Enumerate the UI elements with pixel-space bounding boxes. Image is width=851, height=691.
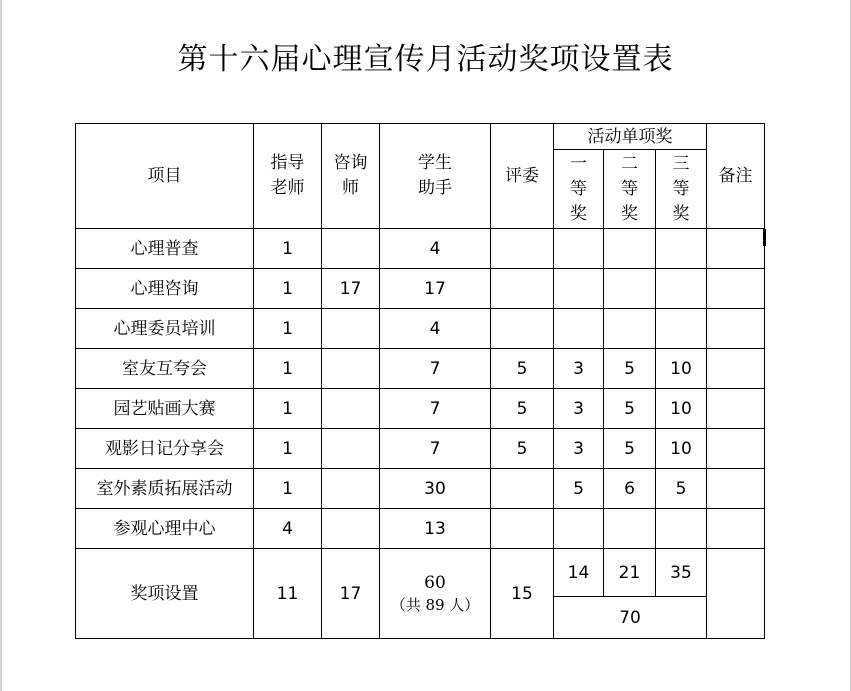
row-third bbox=[656, 269, 707, 309]
table-row bbox=[76, 429, 765, 469]
total-assistant-value: 60 bbox=[424, 572, 446, 593]
row-first bbox=[554, 309, 604, 349]
row-third: 10 bbox=[656, 349, 707, 389]
row-advisor: 1 bbox=[254, 229, 322, 269]
row-advisor: 1 bbox=[254, 349, 322, 389]
header-counselor-line2: 师 bbox=[342, 178, 359, 198]
row-first bbox=[554, 229, 604, 269]
row-advisor: 1 bbox=[254, 269, 322, 309]
row-second bbox=[604, 309, 656, 349]
row-first: 3 bbox=[554, 389, 604, 429]
row-advisor: 4 bbox=[254, 509, 322, 549]
row-first: 5 bbox=[554, 469, 604, 509]
header-first-line3: 奖 bbox=[570, 203, 587, 224]
row-note bbox=[707, 429, 765, 469]
header-second-prize bbox=[604, 150, 656, 229]
row-advisor: 1 bbox=[254, 429, 322, 469]
row-second bbox=[604, 229, 656, 269]
row-counselor bbox=[322, 389, 380, 429]
row-judge bbox=[491, 269, 554, 309]
header-first-line1: 一 bbox=[570, 153, 587, 174]
header-item: 项目 bbox=[76, 124, 254, 229]
row-third bbox=[656, 509, 707, 549]
header-assistant-line1: 学生 bbox=[418, 153, 452, 173]
row-counselor bbox=[322, 469, 380, 509]
header-judge: 评委 bbox=[491, 124, 554, 229]
row-item: 心理咨询 bbox=[76, 269, 254, 309]
total-award-sum: 70 bbox=[554, 597, 707, 639]
row-counselor: 17 bbox=[322, 269, 380, 309]
header-advisor-line1: 指导 bbox=[270, 153, 305, 173]
row-first bbox=[554, 509, 604, 549]
row-first: 3 bbox=[554, 429, 604, 469]
row-counselor bbox=[322, 349, 380, 389]
row-item: 室友互夸会 bbox=[76, 349, 254, 389]
row-note bbox=[707, 469, 765, 509]
row-item: 心理委员培训 bbox=[76, 309, 254, 349]
header-first-line2: 等 bbox=[570, 178, 587, 199]
row-counselor bbox=[322, 509, 380, 549]
row-judge bbox=[491, 509, 554, 549]
header-counselor-line1: 咨询 bbox=[333, 153, 368, 173]
row-first bbox=[554, 269, 604, 309]
row-assistant: 7 bbox=[380, 429, 491, 469]
header-third-line2: 等 bbox=[672, 178, 690, 199]
row-third bbox=[656, 229, 707, 269]
left-edge-divider bbox=[0, 0, 2, 691]
header-third-line1: 三 bbox=[672, 153, 690, 174]
total-judge: 15 bbox=[491, 549, 554, 639]
header-third-prize bbox=[656, 150, 707, 229]
total-item: 奖项设置 bbox=[76, 549, 254, 639]
header-award-group: 活动单项奖 bbox=[554, 124, 707, 150]
header-second-line2: 等 bbox=[621, 178, 638, 199]
row-note bbox=[707, 229, 765, 269]
row-item: 园艺贴画大赛 bbox=[76, 389, 254, 429]
total-first: 14 bbox=[554, 549, 604, 597]
header-second-line1: 二 bbox=[621, 153, 638, 174]
row-item: 参观心理中心 bbox=[76, 509, 254, 549]
header-first-prize bbox=[554, 150, 604, 229]
table-row bbox=[76, 509, 765, 549]
total-second: 21 bbox=[604, 549, 656, 597]
total-third: 35 bbox=[656, 549, 707, 597]
row-assistant: 30 bbox=[380, 469, 491, 509]
row-note bbox=[707, 389, 765, 429]
row-second bbox=[604, 269, 656, 309]
row-judge: 5 bbox=[491, 349, 554, 389]
header-advisor bbox=[254, 124, 322, 229]
row-judge bbox=[491, 469, 554, 509]
table-row bbox=[76, 389, 765, 429]
header-note: 备注 bbox=[707, 124, 765, 229]
row-assistant: 13 bbox=[380, 509, 491, 549]
text-cursor bbox=[763, 229, 766, 246]
row-second: 5 bbox=[604, 389, 656, 429]
table-row bbox=[76, 349, 765, 389]
table-row bbox=[76, 309, 765, 349]
row-assistant: 4 bbox=[380, 229, 491, 269]
row-counselor bbox=[322, 229, 380, 269]
row-third: 10 bbox=[656, 389, 707, 429]
total-advisor: 11 bbox=[254, 549, 322, 639]
table-row bbox=[76, 229, 765, 269]
row-second: 5 bbox=[604, 349, 656, 389]
row-advisor: 1 bbox=[254, 309, 322, 349]
row-item: 室外素质拓展活动 bbox=[76, 469, 254, 509]
row-third: 10 bbox=[656, 429, 707, 469]
row-third: 5 bbox=[656, 469, 707, 509]
header-second-line3: 奖 bbox=[621, 203, 638, 224]
row-second bbox=[604, 509, 656, 549]
row-judge bbox=[491, 229, 554, 269]
total-row-1 bbox=[76, 549, 765, 597]
row-note bbox=[707, 269, 765, 309]
row-second: 5 bbox=[604, 429, 656, 469]
total-note bbox=[707, 549, 765, 639]
header-third-line3: 奖 bbox=[672, 203, 690, 224]
header-row-1 bbox=[76, 124, 765, 150]
row-item: 心理普查 bbox=[76, 229, 254, 269]
row-note bbox=[707, 309, 765, 349]
row-note bbox=[707, 349, 765, 389]
row-third bbox=[656, 309, 707, 349]
total-assistant bbox=[380, 549, 491, 639]
row-judge: 5 bbox=[491, 429, 554, 469]
total-counselor: 17 bbox=[322, 549, 380, 639]
header-assistant bbox=[380, 124, 491, 229]
row-advisor: 1 bbox=[254, 469, 322, 509]
row-first: 3 bbox=[554, 349, 604, 389]
row-assistant: 7 bbox=[380, 389, 491, 429]
header-counselor bbox=[322, 124, 380, 229]
row-assistant: 4 bbox=[380, 309, 491, 349]
table-row bbox=[76, 269, 765, 309]
total-people-note: （共 89 人） bbox=[390, 595, 480, 614]
row-assistant: 7 bbox=[380, 349, 491, 389]
row-counselor bbox=[322, 429, 380, 469]
row-advisor: 1 bbox=[254, 389, 322, 429]
row-assistant: 17 bbox=[380, 269, 491, 309]
document-title: 第十六届心理宣传月活动奖项设置表 bbox=[177, 42, 674, 77]
row-second: 6 bbox=[604, 469, 656, 509]
table-row bbox=[76, 469, 765, 509]
row-item: 观影日记分享会 bbox=[76, 429, 254, 469]
row-counselor bbox=[322, 309, 380, 349]
row-judge bbox=[491, 309, 554, 349]
row-judge: 5 bbox=[491, 389, 554, 429]
header-advisor-line2: 老师 bbox=[270, 178, 305, 198]
row-note bbox=[707, 509, 765, 549]
awards-table bbox=[75, 123, 765, 639]
header-assistant-line2: 助手 bbox=[418, 178, 452, 198]
